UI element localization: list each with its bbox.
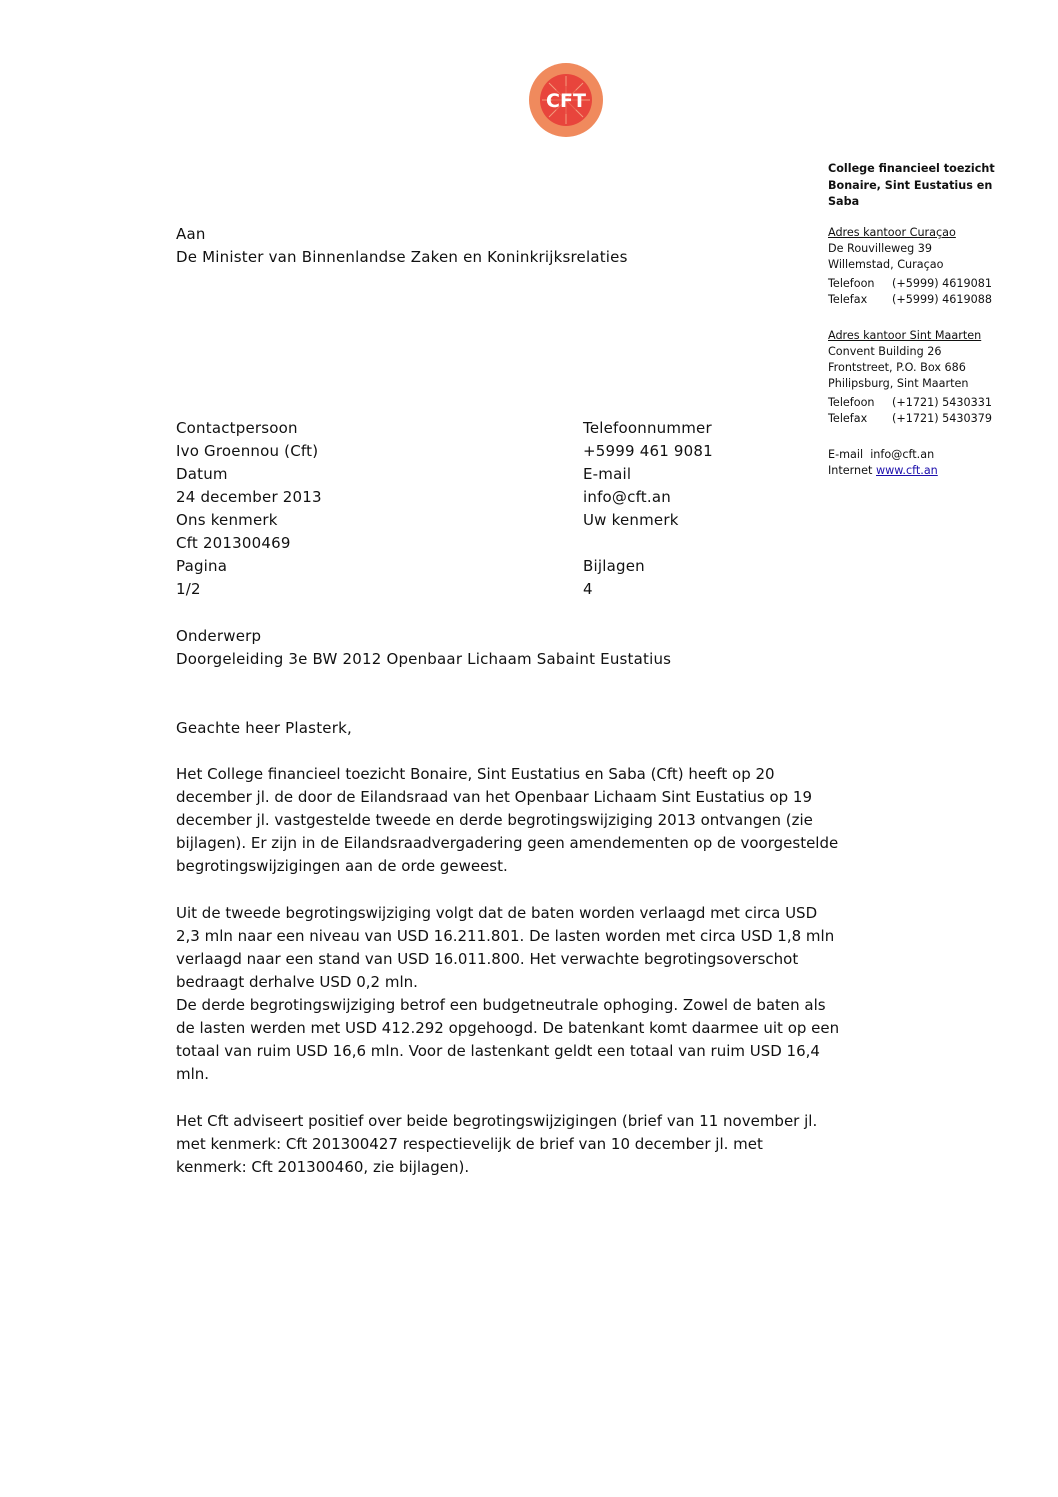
sint-maarten-fax: Telefax (+1721) 5430379 bbox=[828, 412, 992, 425]
org-name: College financieel toezicht Bonaire, Sint Eustatius en Saba bbox=[828, 162, 995, 208]
attachments-value: 4 bbox=[583, 580, 593, 598]
date-value: 24 december 2013 bbox=[176, 488, 322, 506]
our-ref-value: Cft 201300469 bbox=[176, 534, 291, 552]
salutation: Geachte heer Plasterk, bbox=[176, 719, 352, 737]
letter-meta bbox=[176, 417, 816, 601]
attachments-label: Bijlagen bbox=[583, 557, 645, 575]
page-value: 1/2 bbox=[176, 580, 201, 598]
email-row: E-mail info@cft.an bbox=[828, 448, 935, 461]
sint-maarten-address-line: Frontstreet, P.O. Box 686 bbox=[828, 361, 966, 374]
sint-maarten-address-line: Convent Building 26 bbox=[828, 345, 942, 358]
sint-maarten-office bbox=[828, 328, 1028, 427]
your-ref-label: Uw kenmerk bbox=[583, 511, 679, 529]
our-ref-label: Ons kenmerk bbox=[176, 511, 278, 529]
addressee-name: De Minister van Binnenlandse Zaken en Koninkrijksrelaties bbox=[176, 248, 628, 266]
contact-label: Contactpersoon bbox=[176, 419, 298, 437]
email-value: info@cft.an bbox=[870, 448, 935, 461]
sidebar-org-block bbox=[828, 161, 1028, 211]
curacao-address-line: Willemstad, Curaçao bbox=[828, 258, 944, 271]
cft-logo bbox=[528, 62, 604, 138]
phone-label: Telefoonnummer bbox=[583, 419, 712, 437]
addressee-label: Aan bbox=[176, 225, 206, 243]
internet-row: Internet www.cft.an bbox=[828, 464, 938, 477]
email-value: info@cft.an bbox=[583, 488, 671, 506]
sint-maarten-phone: Telefoon (+1721) 5430331 bbox=[828, 396, 992, 409]
email-label: E-mail bbox=[583, 465, 632, 483]
subject-block bbox=[176, 625, 671, 671]
body-paragraph: Uit de tweede begrotingswijziging volgt dat de baten worden verlaagd met circa USD 2,3 mln naar een niveau van USD 16.211.801. De lasten worden met circa USD 1,8 mln verlaagd naar een stand van USD 16.011.800. Het verwachte begrotingsoverschot bedraagt derhalve USD 0,2 mln. De derde begrotingswijziging betrof een budgetneutrale ophoging. Zowel de baten als de lasten werden met USD 412.292 opgehoogd. De batenkant komt daarmee uit op een totaal van ruim USD 16,6 mln. Voor de lastenkant geldt een totaal van ruim USD 16,4 mln. bbox=[176, 904, 840, 1083]
subject-label: Onderwerp bbox=[176, 627, 262, 645]
sint-maarten-heading: Adres kantoor Sint Maarten bbox=[828, 329, 982, 342]
svg-text:CFT: CFT bbox=[546, 90, 586, 112]
contact-value: Ivo Groennou (Cft) bbox=[176, 442, 319, 460]
contact-block bbox=[828, 447, 1028, 479]
page-label: Pagina bbox=[176, 557, 228, 575]
curacao-fax: Telefax (+5999) 4619088 bbox=[828, 293, 992, 306]
subject-text: Doorgeleiding 3e BW 2012 Openbaar Lichaam Sabaint Eustatius bbox=[176, 650, 672, 668]
website-link[interactable]: www.cft.an bbox=[876, 464, 938, 477]
sint-maarten-address-line: Philipsburg, Sint Maarten bbox=[828, 377, 969, 390]
curacao-office bbox=[828, 225, 1028, 308]
curacao-phone: Telefoon (+5999) 4619081 bbox=[828, 277, 992, 290]
body-paragraph: Het Cft adviseert positief over beide begrotingswijzigingen (brief van 11 november jl. met kenmerk: Cft 201300427 respectievelijk de brief van 10 december jl. met kenmerk: Cft 201300460, zie bijlagen). bbox=[176, 1112, 818, 1176]
curacao-heading: Adres kantoor Curaçao bbox=[828, 226, 956, 239]
date-label: Datum bbox=[176, 465, 228, 483]
addressee-block bbox=[176, 223, 628, 269]
body-paragraph: Het College financieel toezicht Bonaire, Sint Eustatius en Saba (Cft) heeft op 20 december jl. de door de Eilandsraad van het Openbaar Lichaam Sint Eustatius op 19 december jl. vastgestelde tweede en derde begrotingswijziging 2013 ontvangen (zie bijlagen). Er zijn in de Eilandsraadvergadering geen amendementen op de voorgestelde begrotingswijzigingen aan de orde geweest. bbox=[176, 765, 839, 875]
phone-value: +5999 461 9081 bbox=[583, 442, 713, 460]
cft-logo-icon bbox=[528, 62, 604, 138]
curacao-address-line: De Rouvilleweg 39 bbox=[828, 242, 933, 255]
